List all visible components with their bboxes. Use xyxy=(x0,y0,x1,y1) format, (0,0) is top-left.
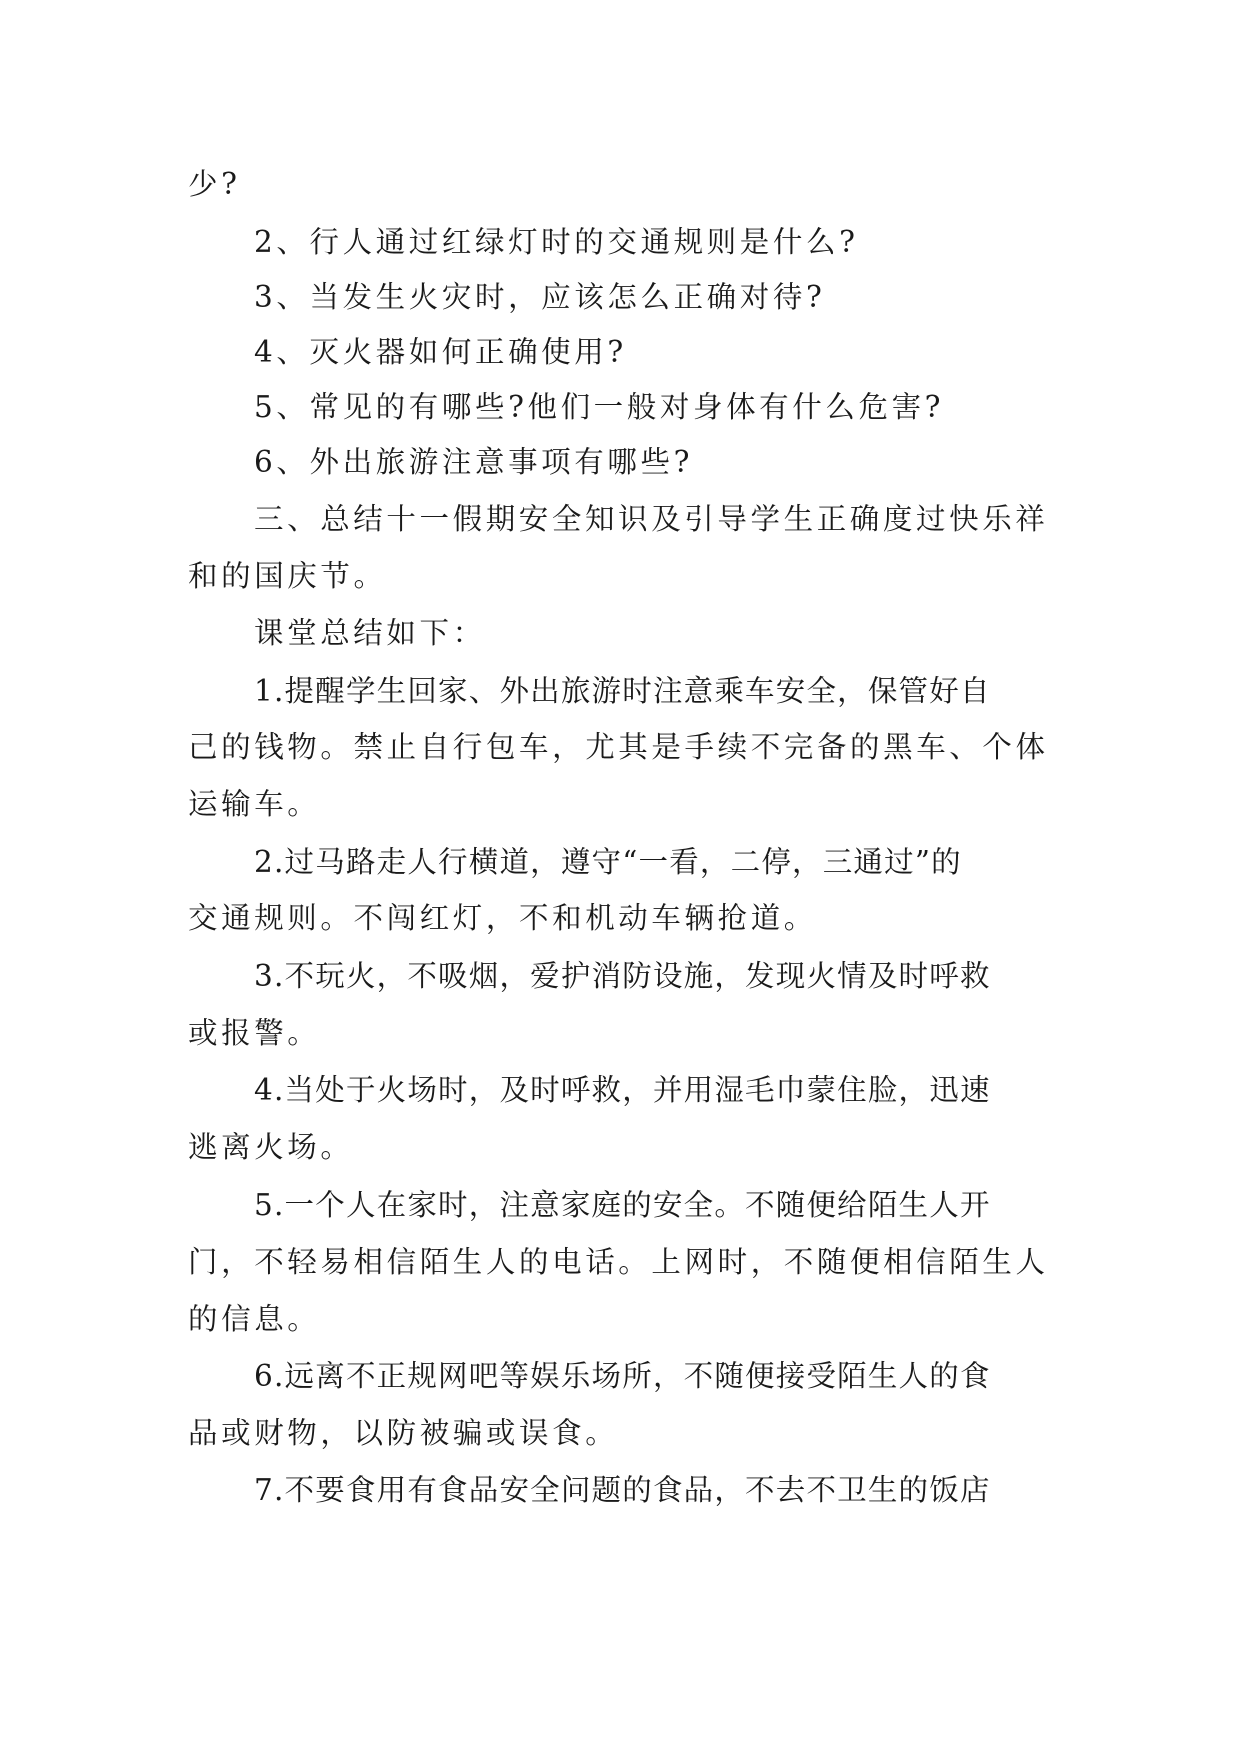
text-line: 少? xyxy=(188,167,241,201)
section-three-heading: 三、总结十一假期安全知识及引导学生正确度过快乐祥 xyxy=(254,502,1049,536)
text-line: 或报警。 xyxy=(188,1016,321,1050)
summary-item-2: 2.过马路走人行横道，遵守“一看，二停，三通过”的 xyxy=(254,845,962,879)
question-5: 5、常见的有哪些?他们一般对身体有什么危害? xyxy=(254,390,945,424)
summary-item-7: 7.不要食用有食品安全问题的食品，不去不卫生的饭店 xyxy=(254,1473,991,1507)
summary-item-1: 1.提醒学生回家、外出旅游时注意乘车安全，保管好自 xyxy=(254,674,991,708)
text-line: 交通规则。不闯红灯，不和机动车辆抢道。 xyxy=(188,901,817,935)
summary-item-5: 5.一个人在家时，注意家庭的安全。不随便给陌生人开 xyxy=(254,1188,991,1222)
text-line: 品或财物，以防被骗或误食。 xyxy=(188,1416,619,1450)
summary-item-6: 6.远离不正规网吧等娱乐场所，不随便接受陌生人的食 xyxy=(254,1359,991,1393)
question-2: 2、行人通过红绿灯时的交通规则是什么? xyxy=(254,225,859,259)
text-line: 门，不轻易相信陌生人的电话。上网时，不随便相信陌生人 xyxy=(188,1245,1049,1279)
text-line: 的信息。 xyxy=(188,1302,321,1336)
text-line: 运输车。 xyxy=(188,787,321,821)
text-line: 和的国庆节。 xyxy=(188,559,387,593)
summary-item-4: 4.当处于火场时，及时呼救，并用湿毛巾蒙住脸，迅速 xyxy=(254,1073,991,1107)
question-3: 3、当发生火灾时，应该怎么正确对待? xyxy=(254,280,826,314)
text-line: 己的钱物。禁止自行包车，尤其是手续不完备的黑车、个体 xyxy=(188,730,1049,764)
question-4: 4、灭火器如何正确使用? xyxy=(254,335,627,369)
summary-item-3: 3.不玩火，不吸烟，爱护消防设施，发现火情及时呼救 xyxy=(254,959,991,993)
summary-heading: 课堂总结如下： xyxy=(254,616,486,650)
question-6: 6、外出旅游注意事项有哪些? xyxy=(254,445,693,479)
text-line: 逃离火场。 xyxy=(188,1130,354,1164)
